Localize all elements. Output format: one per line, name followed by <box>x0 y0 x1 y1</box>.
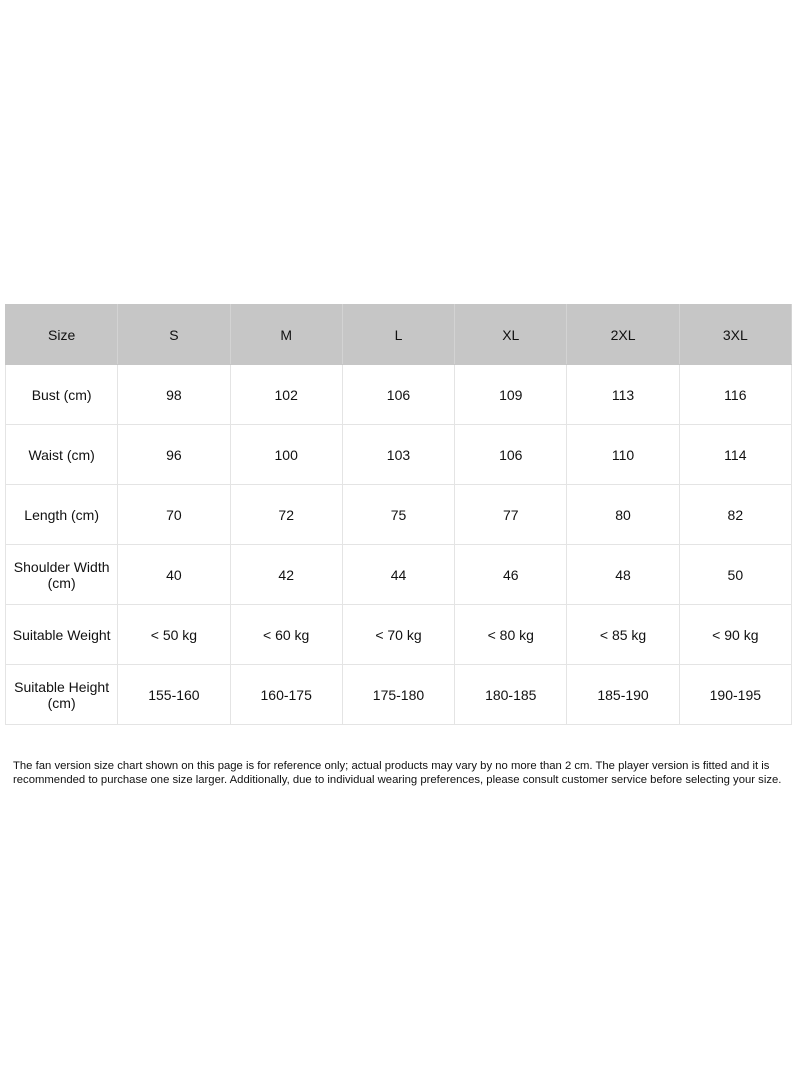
table-cell: 75 <box>342 485 454 545</box>
table-cell: 40 <box>118 545 230 605</box>
table-row-shoulder-width <box>6 545 792 605</box>
table-cell: 109 <box>455 365 567 425</box>
table-cell: 160-175 <box>230 665 342 725</box>
table-cell: 175-180 <box>342 665 454 725</box>
header-cell-xl: XL <box>455 305 567 365</box>
table-cell: 190-195 <box>679 665 791 725</box>
table-cell: < 60 kg <box>230 605 342 665</box>
table-cell: 113 <box>567 365 679 425</box>
header-cell-s: S <box>118 305 230 365</box>
table-cell: 77 <box>455 485 567 545</box>
size-table <box>5 304 792 725</box>
table-cell: < 80 kg <box>455 605 567 665</box>
row-label: Suitable Weight <box>6 605 118 665</box>
table-cell: 180-185 <box>455 665 567 725</box>
table-cell: < 50 kg <box>118 605 230 665</box>
table-cell: 106 <box>342 365 454 425</box>
table-cell: 46 <box>455 545 567 605</box>
table-cell: 116 <box>679 365 791 425</box>
table-row-suitable-weight <box>6 605 792 665</box>
table-cell: 96 <box>118 425 230 485</box>
table-cell: < 70 kg <box>342 605 454 665</box>
table-cell: 103 <box>342 425 454 485</box>
table-cell: < 85 kg <box>567 605 679 665</box>
row-label: Suitable Height (cm) <box>6 665 118 725</box>
header-cell-3xl: 3XL <box>679 305 791 365</box>
table-row-suitable-height <box>6 665 792 725</box>
row-label: Waist (cm) <box>6 425 118 485</box>
table-cell: 72 <box>230 485 342 545</box>
row-label: Bust (cm) <box>6 365 118 425</box>
table-cell: 82 <box>679 485 791 545</box>
table-cell: 48 <box>567 545 679 605</box>
header-cell-size: Size <box>6 305 118 365</box>
table-row-waist <box>6 425 792 485</box>
table-cell: < 90 kg <box>679 605 791 665</box>
header-cell-l: L <box>342 305 454 365</box>
table-cell: 106 <box>455 425 567 485</box>
table-cell: 50 <box>679 545 791 605</box>
table-header-row <box>6 305 792 365</box>
row-label: Length (cm) <box>6 485 118 545</box>
header-cell-m: M <box>230 305 342 365</box>
table-cell: 102 <box>230 365 342 425</box>
table-cell: 80 <box>567 485 679 545</box>
table-cell: 110 <box>567 425 679 485</box>
size-chart <box>5 304 792 725</box>
table-cell: 98 <box>118 365 230 425</box>
table-cell: 70 <box>118 485 230 545</box>
table-cell: 114 <box>679 425 791 485</box>
table-row-bust <box>6 365 792 425</box>
table-cell: 185-190 <box>567 665 679 725</box>
table-row-length <box>6 485 792 545</box>
header-cell-2xl: 2XL <box>567 305 679 365</box>
table-cell: 100 <box>230 425 342 485</box>
row-label: Shoulder Width (cm) <box>6 545 118 605</box>
table-cell: 44 <box>342 545 454 605</box>
table-cell: 42 <box>230 545 342 605</box>
table-cell: 155-160 <box>118 665 230 725</box>
size-chart-note: The fan version size chart shown on this page is for reference only; actual products may vary by no more than 2 cm. The player version is fitted and it is recommended to purchase one size larger. Additionally, due to individual wearing preferences, please consult customer service before selecting your size. <box>13 760 782 787</box>
